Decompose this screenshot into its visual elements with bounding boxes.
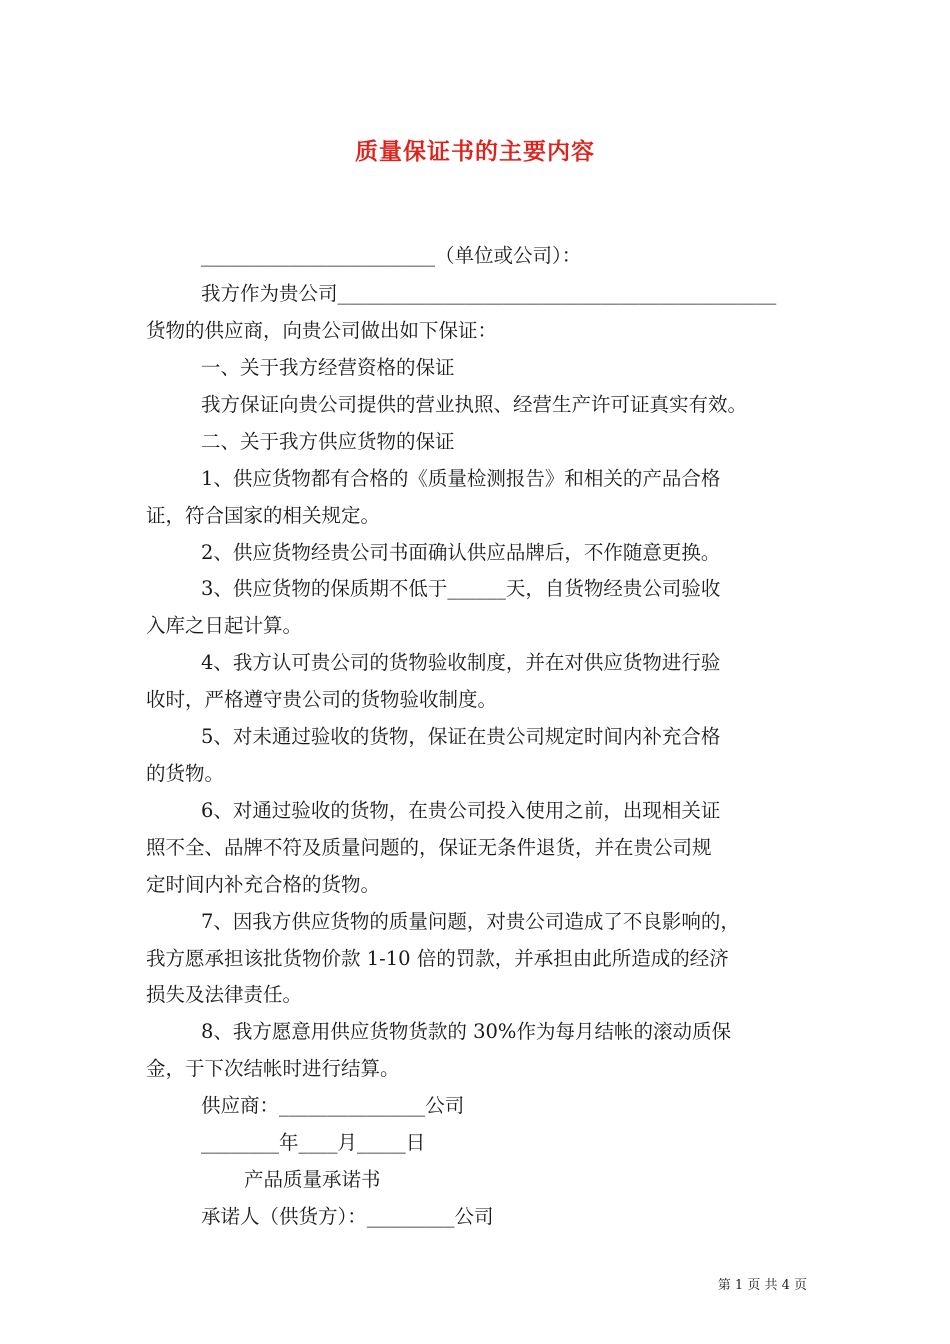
paragraph-line: 3、供应货物的保质期不低于______天，自货物经贵公司验收	[201, 577, 721, 600]
paragraph-line: 定时间内补充合格的货物。	[146, 873, 381, 896]
addressee-line: ________________________（单位或公司）：	[201, 244, 582, 267]
paragraph-line: 入库之日起计算。	[146, 614, 303, 637]
section-heading: 一、关于我方经营资格的保证	[201, 356, 455, 379]
paragraph-line: 7、因我方供应货物的质量问题，对贵公司造成了不良影响的，	[201, 910, 740, 933]
paragraph-line: 4、我方认可贵公司的货物验收制度，并在对供应货物进行验	[201, 651, 721, 674]
paragraph-line: 6、对通过验收的货物，在贵公司投入使用之前，出现相关证	[201, 799, 721, 822]
subsection-title: 产品质量承诺书	[244, 1168, 381, 1191]
paragraph-line: 收时，严格遵守贵公司的货物验收制度。	[146, 688, 498, 711]
document-title: 质量保证书的主要内容	[355, 139, 595, 165]
paragraph-line: 我方愿承担该批货物价款 1-10 倍的罚款，并承担由此所造成的经济	[146, 947, 729, 970]
paragraph-line: 我方作为贵公司_____________________________________________	[201, 282, 777, 305]
section-heading: 二、关于我方供应货物的保证	[201, 430, 455, 453]
paragraph-line: 损失及法律责任。	[146, 983, 303, 1006]
paragraph-line: 照不全、品牌不符及质量问题的，保证无条件退货，并在贵公司规	[146, 836, 712, 859]
paragraph-line: 证，符合国家的相关规定。	[146, 504, 381, 527]
paragraph-line: 的货物。	[146, 762, 225, 785]
paragraph-line: 5、对未通过验收的货物，保证在贵公司规定时间内补充合格	[201, 725, 721, 748]
promisor-line: 承诺人（供货方）：_________公司	[201, 1205, 494, 1228]
paragraph-line: 8、我方愿意用供应货物货款的 30%作为每月结帐的滚动质保	[201, 1020, 731, 1043]
paragraph-line: 金，于下次结帐时进行结算。	[146, 1057, 400, 1080]
paragraph-line: 2、供应货物经贵公司书面确认供应品牌后，不作随意更换。	[201, 541, 721, 564]
paragraph-line: 1、供应货物都有合格的《质量检测报告》和相关的产品合格	[201, 467, 721, 490]
paragraph-line: 我方保证向贵公司提供的营业执照、经营生产许可证真实有效。	[201, 393, 748, 416]
paragraph-line: 货物的供应商，向贵公司做出如下保证：	[146, 319, 498, 342]
supplier-signature-line: 供应商：_______________公司	[201, 1094, 465, 1117]
date-line: ________年____月_____日	[201, 1131, 426, 1154]
page-number: 第 1 页 共 4 页	[717, 1278, 807, 1293]
